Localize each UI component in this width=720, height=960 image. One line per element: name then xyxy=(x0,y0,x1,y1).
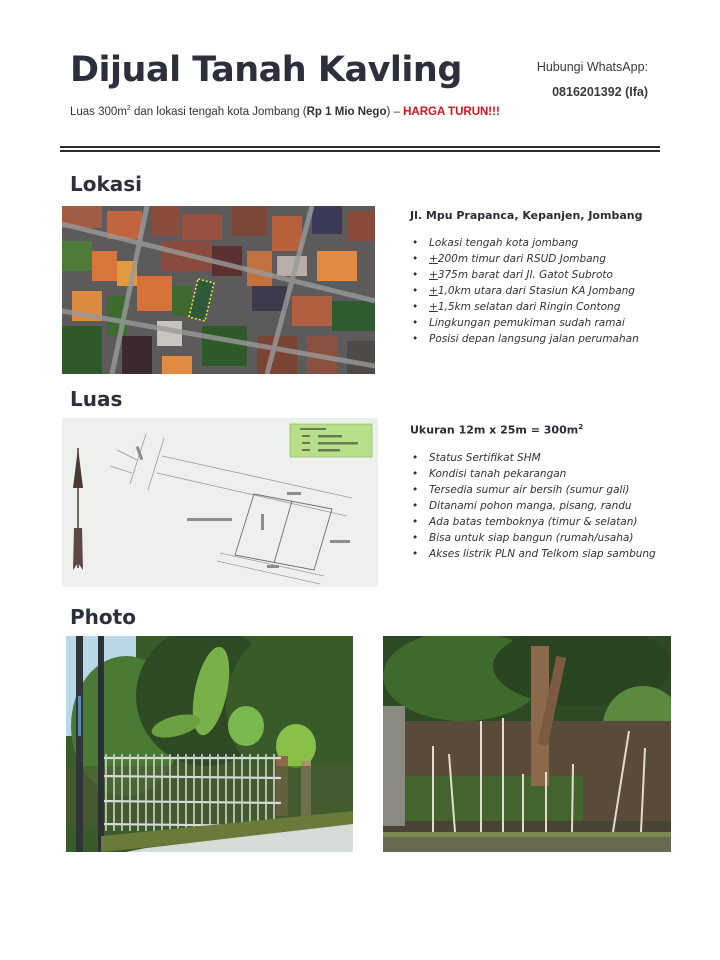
location-bullet-list xyxy=(412,235,639,347)
land-bullet-list xyxy=(412,450,656,562)
land-size: Ukuran 12m x $25m = 300m^2$ xyxy=(410,423,584,437)
contact-phone: 0816201392 (Ifa) xyxy=(552,85,648,99)
section-heading-luas: Luas xyxy=(70,387,123,411)
subtitle-area: Luas 300m xyxy=(70,105,127,118)
subtitle-area-sup: 2 xyxy=(126,105,131,112)
land-bullet: • Ditanami pohon manga, pisang, randu xyxy=(412,498,656,514)
location-bullet: • Lokasi tengah kota jombang xyxy=(412,235,639,251)
contact-label: Hubungi WhatsApp: xyxy=(536,60,648,74)
location-address: Jl. Mpu Prapanca, Kepanjen, Jombang xyxy=(410,209,643,222)
satellite-map-image xyxy=(62,206,375,374)
location-bullet: • +200m timur dari RSUD Jombang xyxy=(412,251,639,267)
page-title: Dijual Tanah Kavling xyxy=(70,50,462,90)
land-photo-fence-front xyxy=(66,636,353,852)
location-bullet: • +1,5km selatan dari Ringin Contong xyxy=(412,299,639,315)
location-bullet: • +1,0km utara dari Stasiun KA Jombang xyxy=(412,283,639,299)
land-bullet: • Bisa untuk siap bangun (rumah/usaha) xyxy=(412,530,656,546)
section-heading-photo: Photo xyxy=(70,605,136,629)
location-bullet: • Posisi depan langsung jalan perumahan xyxy=(412,331,639,347)
land-bullet: • Status Sertifikat SHM xyxy=(412,450,656,466)
subtitle xyxy=(70,105,500,118)
land-bullet: • Ada batas temboknya (timur & selatan) xyxy=(412,514,656,530)
header-divider-top xyxy=(60,146,660,148)
subtitle-price: Rp 1 Mio Nego xyxy=(306,105,387,118)
location-bullet: • +375m barat dari Jl. Gatot Subroto xyxy=(412,267,639,283)
header-divider-bottom xyxy=(60,150,660,152)
land-sketch-plan-image xyxy=(62,418,378,587)
section-heading-lokasi: Lokasi xyxy=(70,172,143,196)
price-drop-alert: HARGA TURUN!!! xyxy=(403,105,500,118)
land-bullet: • Kondisi tanah pekarangan xyxy=(412,466,656,482)
land-bullet: • Akses listrik PLN and Telkom siap sambung xyxy=(412,546,656,562)
land-photo-trees-interior xyxy=(383,636,671,852)
land-bullet: • Tersedia sumur air bersih (sumur gali) xyxy=(412,482,656,498)
subtitle-dash: ) – xyxy=(386,105,404,118)
subtitle-location: dan lokasi tengah kota Jombang ( xyxy=(130,105,307,118)
location-bullet: • Lingkungan pemukiman sudah ramai xyxy=(412,315,639,331)
